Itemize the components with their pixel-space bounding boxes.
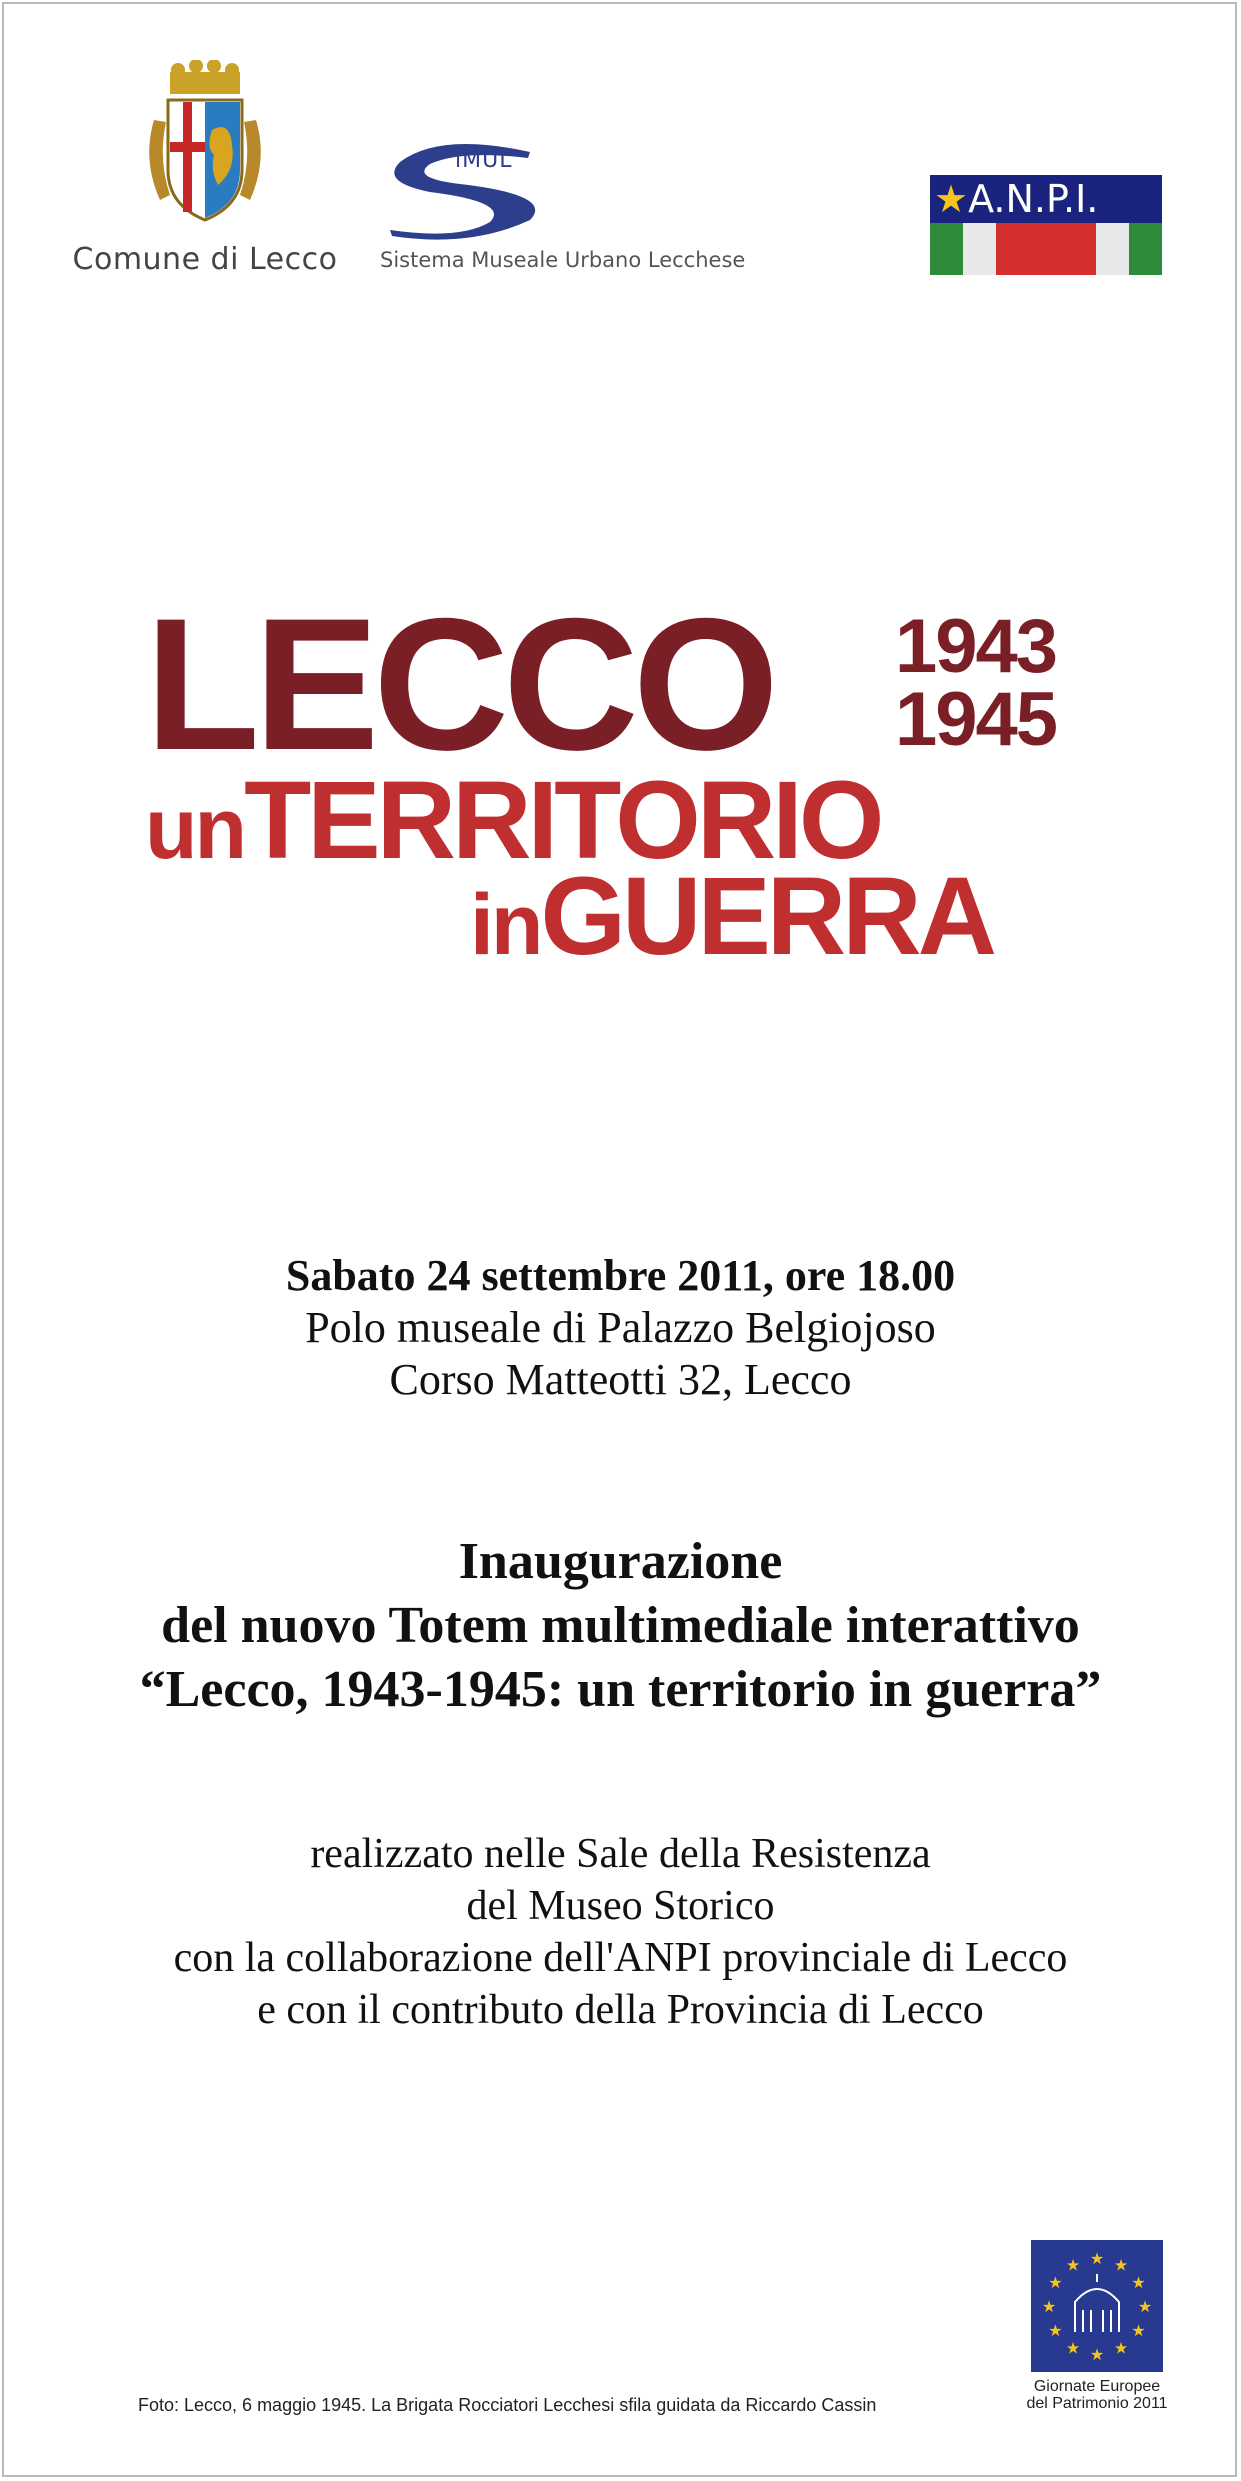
monument-outline-icon: [1075, 2274, 1119, 2332]
simul-logo: [380, 140, 780, 290]
anpi-text: A.N.P.I.: [968, 177, 1099, 221]
eu-star-icon: ★: [1089, 2347, 1105, 2364]
credits-line-1: realizzato nelle Sale della Resistenza: [310, 1831, 931, 1877]
event-address: Corso Matteotti 32, Lecco: [389, 1355, 852, 1404]
anpi-logo: [930, 175, 1162, 275]
credits-line-4: e con il contributo della Provincia di Lecco: [257, 1987, 984, 2033]
title-in: in: [470, 877, 541, 973]
page-border: [2, 2, 1237, 2477]
eu-star-icon: ★: [1065, 2340, 1081, 2358]
eu-star-icon: ★: [1131, 2323, 1146, 2340]
lecco-coat-of-arms-icon: [140, 60, 270, 230]
inauguration-line-3: “Lecco, 1943-1945: un territorio in guerra”: [139, 1661, 1102, 1718]
eu-star-icon: ★: [1113, 2257, 1129, 2275]
title-year-end: 1945: [895, 677, 1057, 762]
gep-line-1: Giornate Europee: [1033, 2378, 1161, 2395]
eu-star-icon: ★: [1137, 2299, 1153, 2316]
eu-star-icon: ★: [1048, 2323, 1063, 2340]
eu-star-icon: ★: [1065, 2257, 1081, 2275]
eu-star-icon: ★: [1089, 2251, 1105, 2268]
title-un: un: [145, 781, 245, 877]
eu-star-icon: ★: [1131, 2275, 1146, 2292]
event-details: [0, 1250, 1241, 1406]
giornate-europee-logo: [1022, 2240, 1172, 2412]
simul-logo-text: iMUL: [455, 148, 513, 173]
italian-flag-stripe: [930, 223, 1162, 275]
credits-line-3: con la collaborazione dell'ANPI provinciale di Lecco: [173, 1935, 1068, 1981]
title-guerra: GUERRA: [540, 855, 994, 978]
event-date-time: Sabato 24 settembre 2011, ore 18.00: [285, 1251, 956, 1300]
exhibition-title: [145, 579, 1105, 990]
eu-star-icon: ★: [1048, 2275, 1063, 2292]
inauguration-line-2: del nuovo Totem multimediale interattivo: [161, 1597, 1080, 1654]
credits-text: [0, 1828, 1241, 2036]
title-line-guerra: [470, 855, 994, 1005]
inauguration-heading: [0, 1530, 1241, 1722]
inauguration-line-1: Inaugurazione: [458, 1533, 783, 1590]
simul-caption: Sistema Museale Urbano Lecchese: [380, 248, 746, 272]
eu-flag-icon: [1031, 2240, 1163, 2372]
credits-line-2: del Museo Storico: [466, 1883, 775, 1929]
comune-caption: Comune di Lecco: [72, 242, 338, 277]
title-year-start: 1943: [895, 604, 1057, 689]
gep-line-2: del Patrimonio 2011: [1026, 2395, 1168, 2412]
title-territorio: TERRITORIO: [244, 759, 881, 882]
eu-star-icon: ★: [1041, 2299, 1057, 2316]
comune-di-lecco-logo: [60, 60, 350, 290]
star-icon: ★: [934, 177, 969, 221]
title-lecco: LECCO: [145, 579, 773, 789]
photo-caption: Foto: Lecco, 6 maggio 1945. La Brigata Rocciatori Lecchesi sfila guidata da Riccardo Cassin: [138, 2395, 877, 2415]
event-venue: Polo museale di Palazzo Belgiojoso: [305, 1303, 936, 1352]
eu-star-icon: ★: [1113, 2340, 1129, 2358]
